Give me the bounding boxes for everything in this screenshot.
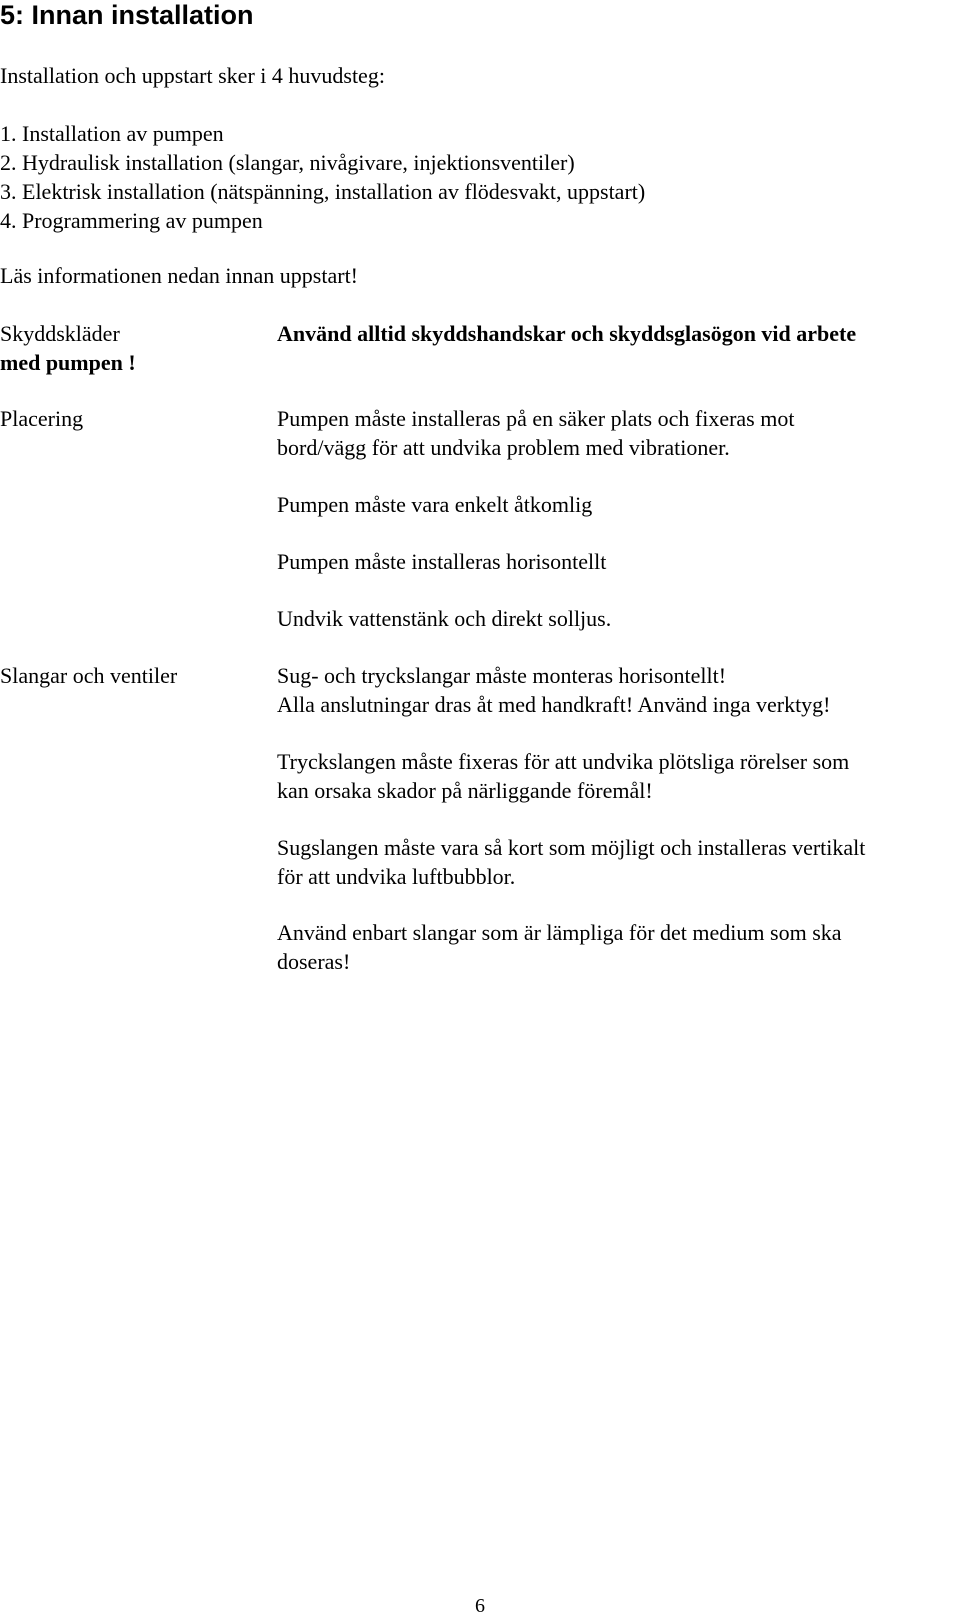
intro-text: Installation och uppstart sker i 4 huvudsteg: [0, 63, 385, 88]
hoses-paragraph-4-line-2: doseras! [277, 949, 351, 974]
placement-label: Placering [0, 406, 84, 431]
hoses-paragraph-4-line-1: Använd enbart slangar som är lämpliga för det medium som ska [277, 920, 842, 945]
page-title: 5: Innan installation [0, 0, 254, 30]
hoses-paragraph-2-line-2: kan orsaka skador på närliggande föremål! [277, 778, 653, 803]
list-item: 3. Elektrisk installation (nätspänning, installation av flödesvakt, uppstart) [0, 179, 646, 204]
placement-paragraph-1-line-2: bord/vägg för att undvika problem med vibrationer. [277, 435, 730, 460]
placement-paragraph-1-line-1: Pumpen måste installeras på en säker plats och fixeras mot [277, 406, 795, 431]
list-item: 4. Programmering av pumpen [0, 208, 263, 233]
hoses-paragraph-3-line-1: Sugslangen måste vara så kort som möjligt och installeras vertikalt [277, 835, 866, 860]
hoses-paragraph-3-line-2: för att undvika luftbubblor. [277, 864, 516, 889]
hoses-label: Slangar och ventiler [0, 663, 178, 688]
placement-paragraph-2: Pumpen måste vara enkelt åtkomlig [277, 492, 593, 517]
install-steps-list [0, 119, 645, 235]
protective-text: Använd alltid skyddshandskar och skyddsglasögon vid arbete [277, 321, 857, 346]
hoses-paragraph-2-line-1: Tryckslangen måste fixeras för att undvika plötsliga rörelser som [277, 749, 850, 774]
read-notice: Läs informationen nedan innan uppstart! [0, 263, 359, 288]
hoses-paragraph-1-line-1: Sug- och tryckslangar måste monteras horisontellt! [277, 663, 727, 688]
protective-label-line1: Skyddskläder [0, 321, 120, 346]
placement-paragraph-3: Pumpen måste installeras horisontellt [277, 549, 607, 574]
list-item: 2. Hydraulisk installation (slangar, nivågivare, injektionsventiler) [0, 150, 575, 175]
protective-label-line2: med pumpen ! [0, 350, 136, 375]
page-number: 6 [475, 1595, 485, 1617]
list-item: 1. Installation av pumpen [0, 121, 224, 146]
placement-paragraph-4: Undvik vattenstänk och direkt solljus. [277, 606, 612, 631]
hoses-paragraph-1-line-2: Alla anslutningar dras åt med handkraft! Använd inga verktyg! [277, 692, 831, 717]
